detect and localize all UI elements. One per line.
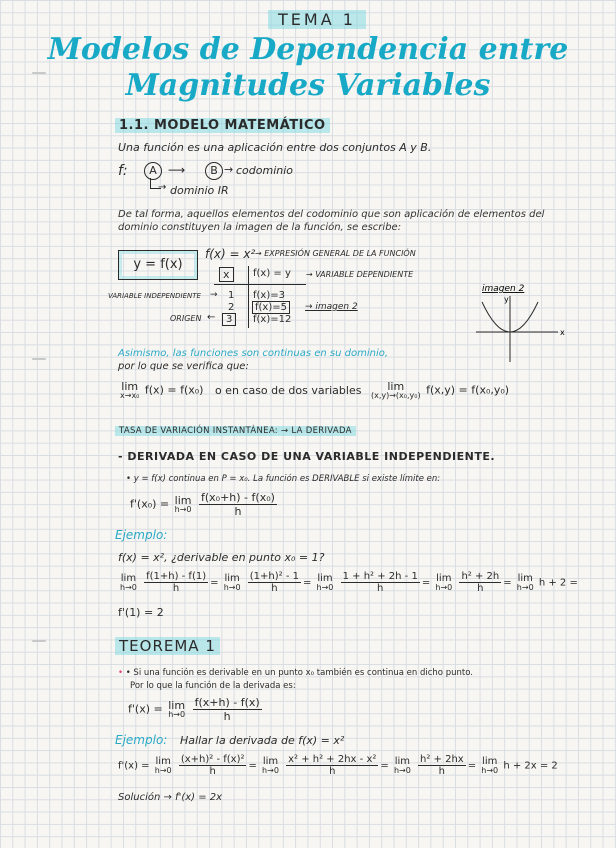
derivative-function xyxy=(128,696,264,723)
table-divider xyxy=(214,284,306,285)
graph-imagen-label: imagen 2 xyxy=(482,284,525,294)
table-cell: f(x)=5 xyxy=(252,301,290,314)
lim-subscript: h→0 xyxy=(223,582,241,592)
table-divider xyxy=(248,266,249,328)
frac-den: h xyxy=(271,583,278,594)
solution-line: Solución → f'(x) = 2x xyxy=(118,792,223,803)
paragraph: Asimismo, las funciones son continuas en su dominio, xyxy=(118,348,389,359)
deriv-lhs: f'(x₀) = xyxy=(130,497,170,511)
lim-subscript: h→0 xyxy=(481,765,499,775)
f-label: f: xyxy=(118,163,128,179)
lim-subscript: h→0 xyxy=(316,582,334,592)
frac-den: h xyxy=(477,583,484,594)
frac-den: h xyxy=(209,766,216,777)
frac-num: f(x₀+h) - f(x₀) xyxy=(201,491,275,504)
lim-subscript: h→0 xyxy=(262,765,279,775)
table-cell: f(x)=3 xyxy=(253,290,285,301)
graph-x-label: x xyxy=(560,328,565,337)
teorema-title: TEOREMA 1 xyxy=(115,637,220,655)
lim-text: o en caso de dos variables xyxy=(214,383,362,397)
lim-word: lim xyxy=(436,572,452,584)
frac-num: (1+h)² - 1 xyxy=(249,571,299,582)
deriv-lhs: f'(x) = xyxy=(128,702,163,716)
lim-subscript: h→0 xyxy=(516,582,534,592)
table-header-x: x xyxy=(219,267,234,282)
derivative-banner: TASA DE VARIACIÓN INSTANTÁNEA: → LA DERIVADA xyxy=(115,426,356,436)
arrow-icon: → xyxy=(210,290,218,300)
frac-num: (x+h)² - f(x)² xyxy=(180,754,245,765)
parabola-graph xyxy=(470,280,570,365)
frac-den: h xyxy=(438,766,446,777)
expression-label: → EXPRESIÓN GENERAL DE LA FUNCIÓN xyxy=(255,249,416,258)
arrow-icon: ⟶ xyxy=(168,163,186,177)
frac-num: f(x+h) - f(x) xyxy=(194,696,260,709)
page-title-line2: Magnitudes Variables xyxy=(125,68,491,103)
frac-num: h² + 2hx xyxy=(420,754,464,765)
frac-den: h xyxy=(223,710,231,723)
lim-word: lim xyxy=(155,755,171,767)
text-line: Hallar la derivada de f(x) = x² xyxy=(180,734,345,747)
origen-label: ORIGEN xyxy=(170,314,202,323)
variable-dependiente-label: → VARIABLE DEPENDIENTE xyxy=(306,270,414,279)
lim-subscript: h→0 xyxy=(393,765,411,775)
lim-word: lim xyxy=(120,572,137,584)
lim-subscript: (x,y)→(x₀,y₀) xyxy=(370,391,421,400)
table-cell: 1 xyxy=(228,290,235,301)
section-heading: 1.1. MODELO MATEMÁTICO xyxy=(115,118,330,133)
lim-word: lim xyxy=(394,755,411,767)
lim-rhs: h + 2 = xyxy=(538,577,578,589)
frac-den: h xyxy=(329,766,336,777)
frac-den: h xyxy=(377,583,384,594)
ejemplo-label: Ejemplo: xyxy=(115,528,168,542)
frac-num: 1 + h² + 2h - 1 xyxy=(342,571,418,582)
section-heading: - DERIVADA EN CASO DE UNA VARIABLE INDEPENDIENTE. xyxy=(118,450,496,463)
lim-word: lim xyxy=(517,572,533,584)
teorema-text: • Si una función es derivable en un punto x₀ también es continua en dicho punto. xyxy=(125,668,473,678)
page-mark xyxy=(32,640,46,642)
frac-num: h² + 2h xyxy=(461,571,500,582)
text-line: • y = f(x) continua en P = x₀. La función es DERIVABLE si existe límite en: xyxy=(126,474,441,484)
table-header-fx: f(x) = y xyxy=(253,268,291,279)
frac-num: x² + h² + 2hx - x² xyxy=(288,754,377,765)
lim-word: lim xyxy=(387,380,405,393)
lim-word: lim xyxy=(482,755,498,767)
lim-word: lim xyxy=(121,380,139,393)
table-cell: 2 xyxy=(228,302,235,313)
frac-den: h xyxy=(172,583,180,594)
graph-y-label: y xyxy=(504,295,509,304)
lim-subscript: h→0 xyxy=(154,765,172,775)
example-result: f'(1) = 2 xyxy=(118,606,164,619)
arrow-icon: → xyxy=(224,163,234,176)
text-line: • • Si una función es derivable en un punto x₀ también es continua en dicho punto. xyxy=(118,668,473,678)
imagen-label: → imagen 2 xyxy=(305,302,358,312)
limit-expression: lim x→x₀ f(x) = f(x₀) o en caso de dos variables lim (x,y)→(x₀,y₀) f(x,y) = f(x₀,y₀) xyxy=(120,380,510,400)
yfx-box: y = f(x) xyxy=(118,250,198,280)
tema-label: TEMA 1 xyxy=(268,10,366,29)
lim-word: lim xyxy=(168,699,186,712)
lim-rhs2: f(x,y) = f(x₀,y₀) xyxy=(426,383,510,397)
page-mark xyxy=(32,358,46,360)
text-line: f(x) = x², ¿derivable en punto x₀ = 1? xyxy=(118,551,325,564)
page-title-line1: Modelos de Dependencia entre xyxy=(47,32,569,67)
ejemplo-label: Ejemplo: xyxy=(115,733,168,747)
table-cell: 3 xyxy=(222,313,236,326)
frac-num: f(1+h) - f(1) xyxy=(146,571,207,582)
set-a: A xyxy=(144,162,162,180)
arrow-icon: → xyxy=(158,182,167,193)
text-line: Una función es una aplicación entre dos conjuntos A y B. xyxy=(118,141,432,154)
lim-word: lim xyxy=(317,572,333,584)
example-calculation: f'(x) = lim h→0 $\frac{\text{(x+h)² - f(x)²}}{h}$ = lim h→0 $\frac{\text{x² + h² + 2hx - x²}}{h}$ = lim h→0 $\frac{\text{h² + 2hx}}{h}$ = lim h→0 h + 2x = 2 xyxy=(118,754,558,777)
lim-word: lim xyxy=(262,755,279,767)
arrow-icon: ← xyxy=(207,312,216,323)
lim-subscript: h→0 xyxy=(435,582,453,592)
lim-subscript: h→0 xyxy=(174,505,192,514)
set-b: B xyxy=(205,162,223,180)
fx-expression: f(x) = x² xyxy=(205,247,256,261)
derivative-definition xyxy=(130,491,279,518)
example-calculation: lim h→0 $\frac{f(1+h) - f(1)}{h}$ = lim h→0 $\frac{\text{(1+h)² - 1}}{h}$ = lim h→0 $\frac{\text{1 + h² + 2h - 1}}{h}$ = lim h→0 $\frac{\text{h² + 2h}}{h}$ = lim h→0 h + 2 = xyxy=(120,571,578,594)
frac-den: h xyxy=(234,505,242,518)
lim-word: lim xyxy=(224,572,240,584)
lim-subscript: h→0 xyxy=(168,710,186,719)
lim-rhs: = f(x₀) xyxy=(167,383,204,397)
table-cell: f(x)=12 xyxy=(253,314,292,325)
deriv-lhs: f'(x) = xyxy=(118,760,150,772)
dominio-label: dominio IR xyxy=(170,184,229,197)
text-line: Por lo que la función de la derivada es: xyxy=(130,681,296,691)
lim-word: lim xyxy=(174,494,192,507)
lim-rhs: h + 2x = 2 xyxy=(503,760,558,772)
variable-independiente-label: VARIABLE INDEPENDIENTE xyxy=(108,292,201,300)
lim-subscript: x→x₀ xyxy=(120,391,140,400)
lim-subscript: h→0 xyxy=(120,582,137,592)
paragraph: por lo que se verifica que: xyxy=(118,361,249,372)
codominio-label: codominio xyxy=(236,164,294,177)
paragraph: De tal forma, aquellos elementos del codominio que son aplicación de elementos del dominio constituyen la imagen de la función, se escribe: xyxy=(118,209,545,233)
